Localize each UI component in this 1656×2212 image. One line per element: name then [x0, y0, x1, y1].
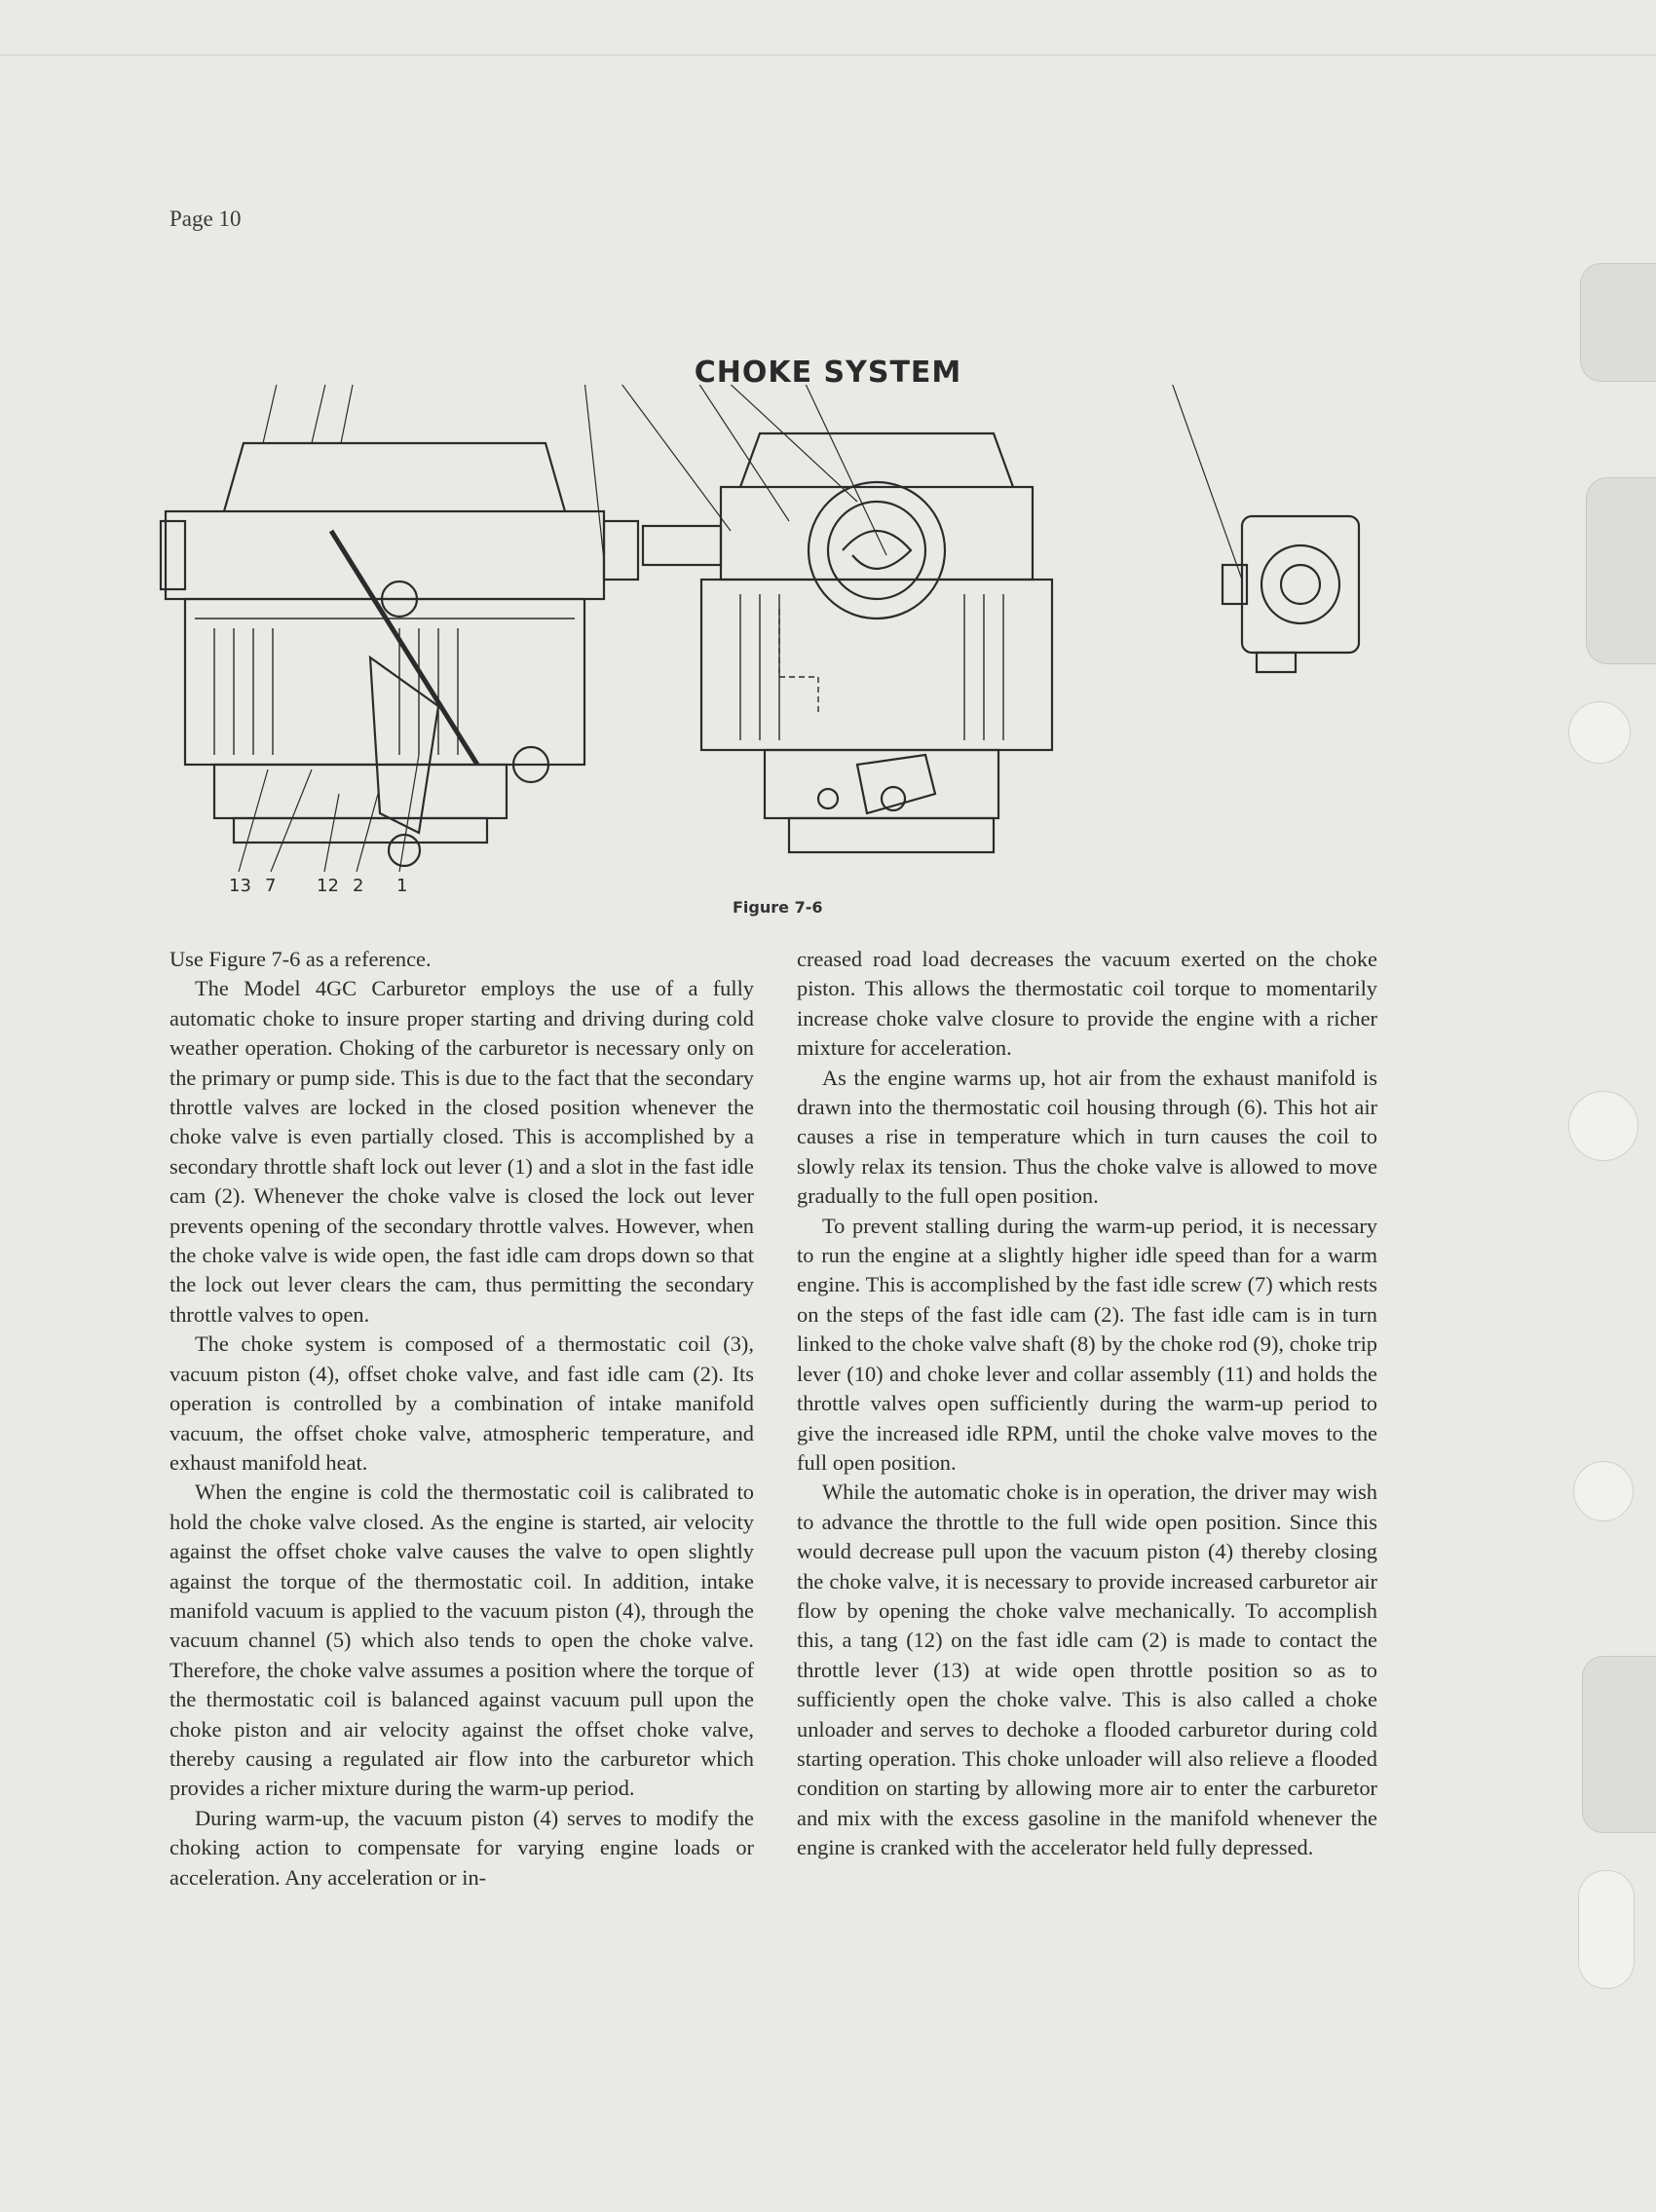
- paragraph: creased road load decreases the vacuum exerted on the choke piston. This allows the thermostatic coil torque to momentarily increase choke valve closure to provide the engine with a richer mixture for acceleration.: [797, 947, 1377, 1061]
- binder-tab: [1586, 477, 1656, 664]
- punch-hole: [1568, 1091, 1638, 1161]
- paragraph: As the engine warms up, hot air from the exhaust manifold is drawn into the thermostatic coil housing through (6). This hot air causes a rise in temperature which in turn causes the coil to slowly relax its tension. Thus the choke valve is allowed to move gradually to the full open position.: [797, 1065, 1377, 1209]
- left-carburetor-base: [214, 765, 507, 818]
- body-column-left: [169, 945, 754, 1893]
- binder-tab: [1580, 263, 1656, 382]
- callout-13: 13: [229, 876, 251, 896]
- scan-edge-line: [0, 55, 1656, 56]
- paragraph: To prevent stalling during the warm-up period, it is necessary to run the engine at a slightly higher idle speed than for a warm engine. This is accomplished by the fast idle screw (7) which rests on the steps of the fast idle cam (2). The fast idle cam is in turn linked to the choke valve shaft (8) by the choke rod (9), choke trip lever (10) and choke lever and collar assembly (11) and holds the throttle valves open sufficiently during the warm-up period to give the increased idle RPM, until the choke valve moves to the full open position.: [797, 1213, 1377, 1475]
- punch-hole: [1568, 701, 1631, 764]
- carburetor-illustration: [156, 385, 1412, 916]
- right-carburetor-body: [701, 580, 1052, 750]
- paragraph: During warm-up, the vacuum piston (4) serves to modify the choking action to compensate for varying engine loads or acceleration. Any acceleration or in-: [169, 1805, 754, 1890]
- body-column-right: [797, 945, 1377, 1863]
- binder-tab: [1582, 1656, 1656, 1833]
- callout-7: 7: [265, 876, 277, 896]
- figure-caption: Figure 7-6: [733, 898, 823, 917]
- paragraph: The Model 4GC Carburetor employs the use of a fully automatic choke to insure proper starting and driving during cold weather operation. Choking of the carburetor is necessary only on the primary or pump side. This is due to the fact that the secondary throttle valves are locked in the closed position whenever the choke valve is even partially closed. This is accomplished by a secondary throttle shaft lock out lever (1) and a slot in the fast idle cam (2). Whenever the choke valve is closed the lock out lever prevents opening of the secondary throttle valves. However, when the choke valve is wide open, the fast idle cam drops down so that the lock out lever clears the cam, thus permitting the secondary throttle valves to open.: [169, 976, 754, 1327]
- callout-2: 2: [353, 876, 364, 896]
- page-number: Page 10: [169, 206, 242, 231]
- callout-12: 12: [317, 876, 339, 896]
- punch-hole: [1573, 1461, 1634, 1521]
- left-carburetor-body-top: [166, 511, 604, 599]
- callout-1: 1: [396, 876, 408, 896]
- paragraph: Use Figure 7-6 as a reference.: [169, 947, 432, 971]
- punch-hole: [1578, 1870, 1635, 1989]
- carburetor-figure: [156, 385, 1412, 916]
- paragraph: While the automatic choke is in operation, the driver may wish to advance the throttle to the full wide open position. Since this would decrease pull upon the vacuum piston (4) thereby closing the choke valve, it is necessary to provide increased carburetor air flow by opening the choke valve mechanically. To accomplish this, a tang (12) on the fast idle cam (2) is made to contact the throttle lever (13) at wide open throttle position so as to sufficiently open the choke valve. This is also called a choke unloader and serves to dechoke a flooded carburetor during cold starting operation. This choke unloader will also relieve a flooded condition on starting by allowing more air to enter the carburetor and mix with the excess gasoline in the manifold whenever the engine is cranked with the accelerator held fully depressed.: [797, 1480, 1377, 1860]
- left-carburetor-body: [185, 599, 584, 765]
- thermostatic-coil-housing: [1242, 516, 1359, 653]
- paragraph: When the engine is cold the thermostatic coil is calibrated to hold the choke valve closed. As the engine is started, air velocity against the offset choke valve causes the valve to open slightly against the torque of the thermostatic coil. In addition, intake manifold vacuum is applied to the vacuum piston (4), through the vacuum channel (5) which also tends to open the choke valve. Therefore, the choke valve assumes a position where the torque of the thermostatic coil is balanced against vacuum pull upon the choke piston and air velocity against the offset choke valve, thereby causing a regulated air flow into the carburetor which provides a richer mixture during the warm-up period.: [169, 1480, 754, 1801]
- page-title: CHOKE SYSTEM: [694, 356, 962, 390]
- paragraph: The choke system is composed of a thermostatic coil (3), vacuum piston (4), offset choke valve, and fast idle cam (2). Its operation is controlled by a combination of intake manifold vacuum, the offset choke valve, atmospheric temperature, and exhaust manifold heat.: [169, 1331, 754, 1475]
